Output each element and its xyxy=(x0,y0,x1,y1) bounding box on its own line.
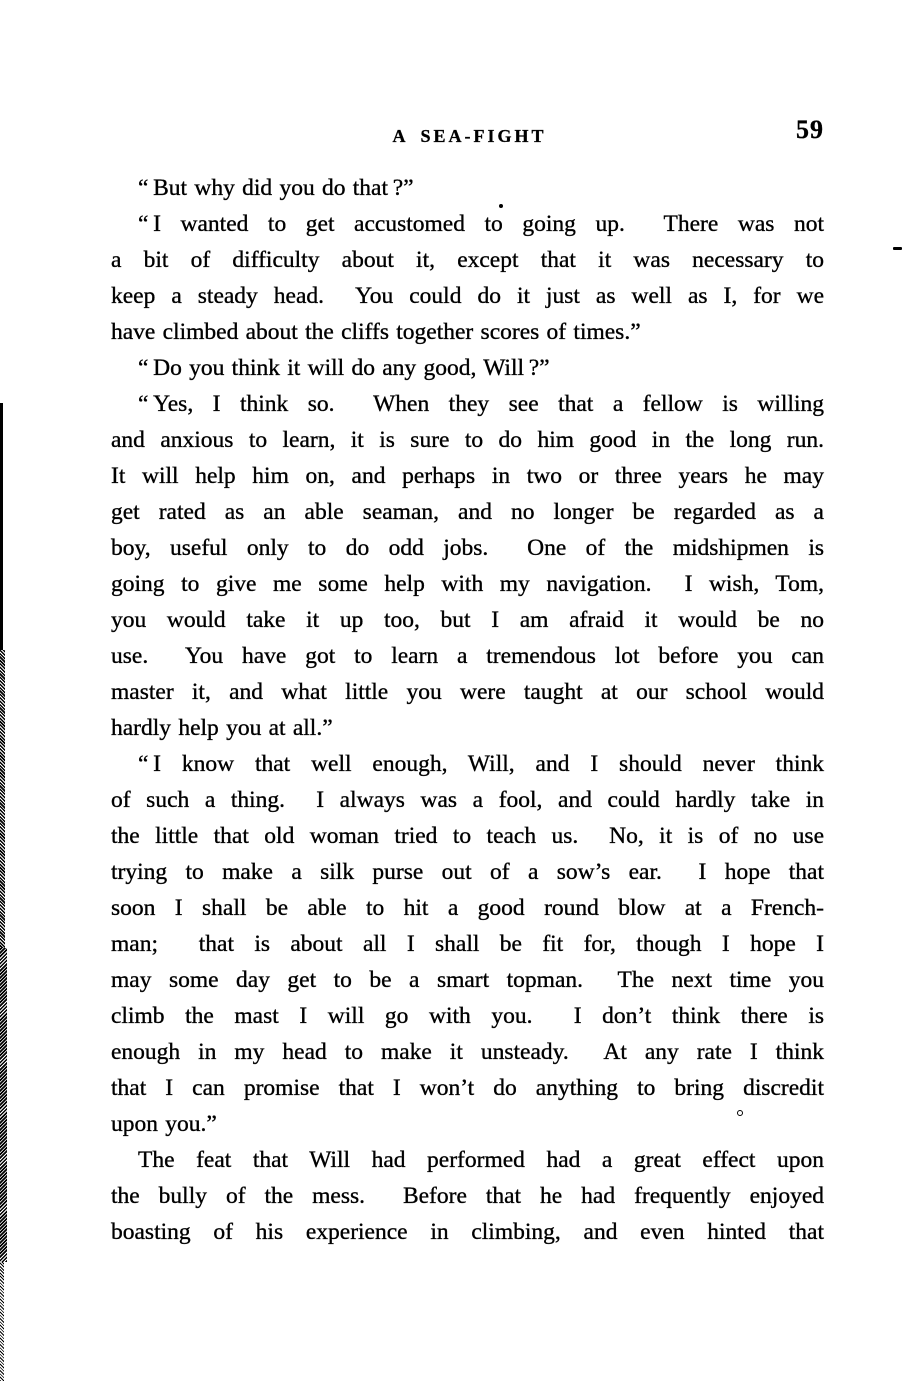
text-line: have climbed about the cliffs together scores of times.” xyxy=(111,319,641,345)
scan-artifact-left-band xyxy=(0,403,3,653)
text-line: soon I shall be able to hit a good round blow at a French- xyxy=(111,895,824,921)
text-line: get rated as an able seaman, and no longer be regarded as a xyxy=(111,499,824,525)
text-line: “ But why did you do that ?” xyxy=(138,175,414,201)
text-line: and anxious to learn, it is sure to do him good in the long run. xyxy=(111,427,824,453)
paragraph xyxy=(111,350,824,386)
text-line: keep a steady head. You could do it just as well as I, for we xyxy=(111,283,824,309)
text-line: It will help him on, and perhaps in two or three years he may xyxy=(111,463,824,489)
text-line: man; that is about all I shall be fit for, though I hope I xyxy=(111,931,824,957)
text-line: of such a thing. I always was a fool, and could hardly take in xyxy=(111,787,824,813)
text-line: “ Yes, I think so. When they see that a fellow is willing xyxy=(138,391,824,417)
text-line: boy, useful only to do odd jobs. One of the midshipmen is xyxy=(111,535,824,561)
text-line: that I can promise that I won’t do anything to bring discredit xyxy=(111,1075,824,1101)
text-line: upon you.” xyxy=(111,1111,217,1137)
text-line: a bit of difficulty about it, except that it was necessary to xyxy=(111,247,824,273)
text-line: going to give me some help with my navigation. I wish, Tom, xyxy=(111,571,824,597)
paragraph xyxy=(111,206,824,350)
page-number: 59 xyxy=(796,115,824,144)
text-line: “ I wanted to get accustomed to going up. There was not xyxy=(138,211,824,237)
scan-artifact-left-band xyxy=(0,650,5,950)
text-line: climb the mast I will go with you. I don’t think there is xyxy=(111,1003,824,1029)
paragraph xyxy=(111,170,824,206)
text-line: The feat that Will had performed had a great effect upon xyxy=(138,1147,824,1173)
text-line: trying to make a silk purse out of a sow’s ear. I hope that xyxy=(111,859,824,885)
text-line: master it, and what little you were taught at our school would xyxy=(111,679,824,705)
text-line: hardly help you at all.” xyxy=(111,715,333,741)
text-line: “ I know that well enough, Will, and I should never think xyxy=(138,751,824,777)
text-line: the little that old woman tried to teach us. No, it is of no use xyxy=(111,823,824,849)
scan-artifact-speck xyxy=(499,204,503,208)
text-line: use. You have got to learn a tremendous lot before you can xyxy=(111,643,824,669)
text-line: enough in my head to make it unsteady. At any rate I think xyxy=(111,1039,824,1065)
text-line: you would take it up too, but I am afraid it would be no xyxy=(111,607,824,633)
running-header: A SEA-FIGHT xyxy=(392,126,547,146)
paragraph xyxy=(111,386,824,746)
scan-artifact-speck xyxy=(737,1110,743,1116)
text-line: “ Do you think it will do any good, Will ?” xyxy=(138,355,550,381)
scan-artifact-left-band xyxy=(0,948,7,1262)
scan-artifact-speck xyxy=(893,247,902,250)
paragraph xyxy=(111,1142,824,1250)
page-text xyxy=(111,170,824,1250)
scan-artifact-left-band xyxy=(0,1262,4,1381)
text-line: the bully of the mess. Before that he had frequently enjoyed xyxy=(111,1183,824,1209)
text-line: boasting of his experience in climbing, and even hinted that xyxy=(111,1219,824,1245)
text-line: may some day get to be a smart topman. The next time you xyxy=(111,967,824,993)
paragraph xyxy=(111,746,824,1142)
